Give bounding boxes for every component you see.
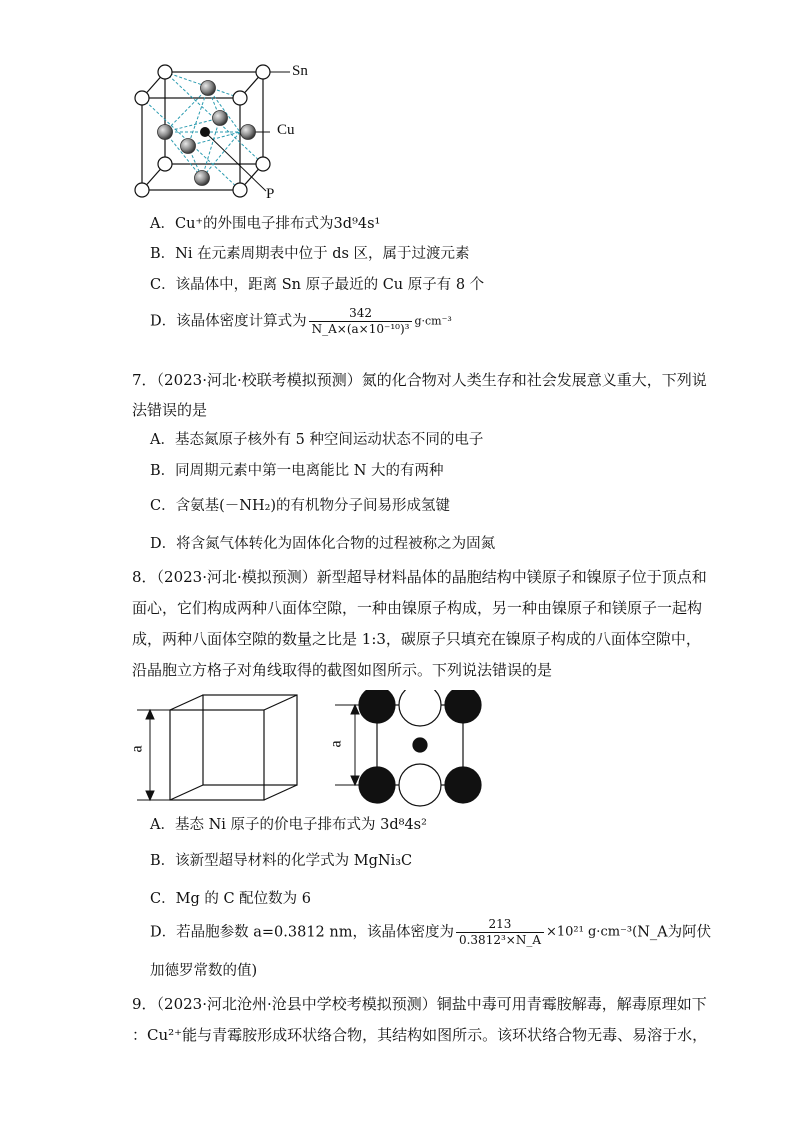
q8-fig2-label-a: a bbox=[327, 740, 345, 748]
q8-stem-line3: 成，两种八面体空隙的数量之比是 1:3，碳原子只填充在镍原子构成的八面体空隙中， bbox=[132, 630, 701, 648]
q7-option-a: A．基态氮原子核外有 5 种空间运动状态不同的电子 bbox=[150, 432, 484, 448]
q8-option-b: B．该新型超导材料的化学式为 MgNi₃C bbox=[150, 853, 413, 869]
q8-option-c: C．Mg 的 C 配位数为 6 bbox=[150, 891, 311, 907]
figure-label-cu: Cu bbox=[277, 122, 295, 138]
q8-d-numerator: 213 bbox=[456, 917, 544, 933]
q8-option-a: A．基态 Ni 原子的价电子排布式为 3d⁸4s² bbox=[150, 817, 427, 833]
q6-d-denominator: N_A×(a×10⁻¹⁰)³ bbox=[311, 322, 410, 336]
q6-option-d bbox=[150, 306, 452, 337]
q8-stem-line2: 面心，它们构成两种八面体空隙，一种由镍原子构成，另一种由镍原子和镁原子一起构 bbox=[132, 599, 703, 617]
q7-option-b: B．同周期元素中第一电离能比 N 大的有两种 bbox=[150, 463, 444, 479]
q7-option-d: D．将含氮气体转化为固体化合物的过程被称之为固氮 bbox=[150, 536, 496, 552]
q8-d-prefix: D．若晶胞参数 a=0.3812 nm，该晶体密度为 bbox=[150, 924, 454, 941]
q6-d-fraction bbox=[309, 306, 413, 337]
q9-stem-line1: 9．（2023·河北沧州·沧县中学校考模拟预测）铜盐中毒可用青霉胺解毒，解毒原理如下 bbox=[132, 995, 707, 1013]
q8-cube-figure bbox=[125, 690, 305, 808]
figure-label-p: P bbox=[266, 186, 275, 202]
figure-label-sn: Sn bbox=[292, 63, 308, 79]
q8-d-fraction bbox=[456, 917, 544, 948]
q8-option-d bbox=[150, 917, 711, 948]
q6-option-b: B．Ni 在元素周期表中位于 ds 区，属于过渡元素 bbox=[150, 246, 470, 262]
q8-option-d-line2: 加德罗常数的值) bbox=[150, 963, 258, 979]
q7-option-c: C．含氨基(－NH₂)的有机物分子间易形成氢键 bbox=[150, 498, 451, 514]
q6-d-unit: g·cm⁻³ bbox=[414, 314, 452, 328]
q8-stem-line1: 8．（2023·河北·模拟预测）新型超导材料晶体的晶胞结构中镁原子和镍原子位于顶点和 bbox=[132, 568, 707, 586]
q6-d-prefix: D．该晶体密度计算式为 bbox=[150, 313, 307, 330]
q9-stem-line2: ：Cu²⁺能与青霉胺形成环状络合物，其结构如图所示。该环状络合物无毒、易溶于水， bbox=[132, 1026, 708, 1044]
crystal-cell-figure bbox=[130, 58, 330, 208]
q8-section-figure bbox=[325, 690, 485, 808]
q8-fig1-label-a: a bbox=[128, 745, 146, 753]
q8-d-na: N_A为阿伏 bbox=[637, 924, 712, 941]
q7-stem-line1: 7．（2023·河北·校联考模拟预测）氮的化合物对人类生存和社会发展意义重大，下列说 bbox=[132, 371, 707, 389]
q6-option-c: C．该晶体中，距离 Sn 原子最近的 Cu 原子有 8 个 bbox=[150, 277, 485, 293]
q7-stem-line2: 法错误的是 bbox=[132, 401, 208, 419]
q6-option-a: A．Cu⁺的外围电子排布式为3d⁹4s¹ bbox=[150, 216, 381, 232]
q8-d-mid: ×10²¹ g·cm⁻³( bbox=[546, 924, 638, 940]
q8-d-denominator: 0.3812³×N_A bbox=[458, 933, 541, 947]
q6-d-numerator: 342 bbox=[309, 306, 413, 322]
q8-stem-line4: 沿晶胞立方格子对角线取得的截图如图所示。下列说法错误的是 bbox=[132, 661, 553, 679]
